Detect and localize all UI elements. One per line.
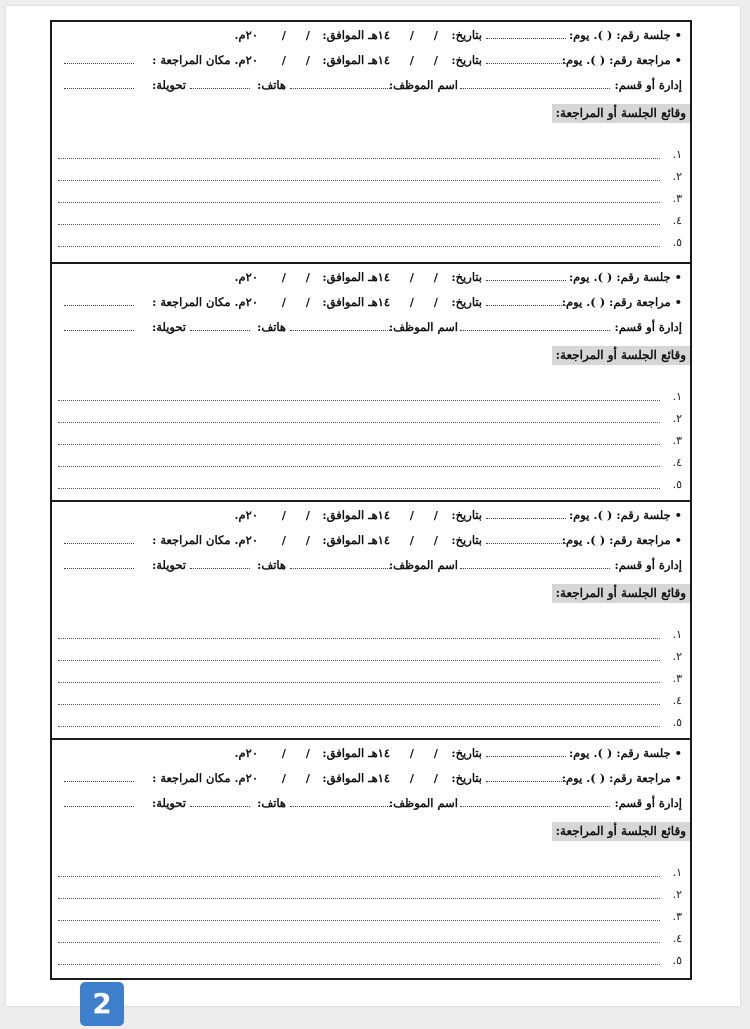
ext-blank[interactable]	[64, 558, 134, 569]
session-row: • جلسة رقم: ( ). يوم: بتاريخ: / / ١٤هـ الموافق: / / ٢٠م.	[234, 508, 682, 522]
phone-label: هاتف:	[257, 796, 286, 810]
hijri-label: ١٤هـ الموافق:	[322, 771, 390, 785]
date-label: بتاريخ:	[451, 533, 482, 547]
form-block	[52, 262, 690, 500]
place-blank[interactable]	[64, 771, 134, 782]
day-blank[interactable]	[486, 746, 566, 757]
form-block	[52, 738, 690, 978]
hijri-label: ١٤هـ الموافق:	[322, 28, 390, 42]
ext-label: تحويلة:	[152, 796, 186, 810]
proceedings-line[interactable]: ١.	[52, 390, 690, 406]
dept-blank[interactable]	[460, 320, 610, 331]
page-number-badge: 2	[80, 982, 124, 1026]
dept-label: إدارة أو قسم:	[614, 796, 682, 810]
dept-label: إدارة أو قسم:	[614, 320, 682, 334]
phone-label: هاتف:	[257, 320, 286, 334]
phone-blank[interactable]	[190, 558, 250, 569]
greg-year-label: ٢٠م.	[234, 746, 258, 760]
proceedings-line[interactable]: ١.	[52, 866, 690, 882]
proceedings-line[interactable]: ٣.	[52, 434, 690, 450]
greg-year-label: ٢٠م.	[234, 508, 258, 522]
hijri-label: ١٤هـ الموافق:	[322, 533, 390, 547]
day-blank[interactable]	[486, 28, 566, 39]
proceedings-line[interactable]: ٤.	[52, 214, 690, 230]
proceedings-line[interactable]: ٥.	[52, 478, 690, 494]
proceedings-line[interactable]: ١.	[52, 628, 690, 644]
session-label: • جلسة رقم: ( ). يوم:	[568, 270, 682, 284]
review-row: • مراجعة رقم: ( ). يوم: بتاريخ: / / ١٤هـ الموافق: / / ٢٠م. مكان المراجعة :	[52, 767, 690, 791]
day-blank[interactable]	[486, 533, 566, 544]
place-blank[interactable]	[64, 295, 134, 306]
hijri-label: ١٤هـ الموافق:	[322, 270, 390, 284]
hijri-label: ١٤هـ الموافق:	[322, 746, 390, 760]
review-place-label: ٢٠م. مكان المراجعة :	[152, 53, 258, 67]
proceedings-line[interactable]: ٢.	[52, 412, 690, 428]
proceedings-line[interactable]: ٣.	[52, 910, 690, 926]
date-label: بتاريخ:	[451, 508, 482, 522]
ext-label: تحويلة:	[152, 558, 186, 572]
review-label: • مراجعة رقم: ( ). يوم:	[561, 533, 682, 547]
date-label: بتاريخ:	[451, 270, 482, 284]
form-frame	[50, 20, 692, 980]
dept-row	[52, 74, 690, 98]
proceedings-line[interactable]: ٥.	[52, 716, 690, 732]
ext-blank[interactable]	[64, 796, 134, 807]
review-label: • مراجعة رقم: ( ). يوم:	[561, 53, 682, 67]
phone-blank[interactable]	[190, 796, 250, 807]
session-label: • جلسة رقم: ( ). يوم:	[568, 508, 682, 522]
dept-label: إدارة أو قسم:	[614, 78, 682, 92]
session-row: • جلسة رقم: ( ). يوم: بتاريخ: / / ١٤هـ الموافق: / / ٢٠م.	[234, 28, 682, 42]
proceedings-line[interactable]: ٤.	[52, 694, 690, 710]
day-blank[interactable]	[486, 53, 566, 64]
employee-blank[interactable]	[290, 78, 390, 89]
proceedings-heading: وقائع الجلسة أو المراجعة:	[552, 104, 690, 123]
form-block	[52, 500, 690, 738]
date-label: بتاريخ:	[451, 771, 482, 785]
proceedings-heading: وقائع الجلسة أو المراجعة:	[552, 822, 690, 841]
day-blank[interactable]	[486, 771, 566, 782]
date-label: بتاريخ:	[451, 295, 482, 309]
place-blank[interactable]	[64, 533, 134, 544]
employee-blank[interactable]	[290, 558, 390, 569]
proceedings-line[interactable]: ١.	[52, 148, 690, 164]
review-place-label: ٢٠م. مكان المراجعة :	[152, 533, 258, 547]
greg-year-label: ٢٠م.	[234, 28, 258, 42]
employee-label: اسم الموظف:	[388, 558, 458, 572]
place-blank[interactable]	[64, 53, 134, 64]
day-blank[interactable]	[486, 295, 566, 306]
dept-row	[52, 554, 690, 578]
proceedings-line[interactable]: ٢.	[52, 170, 690, 186]
review-row: • مراجعة رقم: ( ). يوم: بتاريخ: / / ١٤هـ الموافق: / / ٢٠م. مكان المراجعة :	[52, 49, 690, 73]
day-blank[interactable]	[486, 508, 566, 519]
session-row: • جلسة رقم: ( ). يوم: بتاريخ: / / ١٤هـ الموافق: / / ٢٠م.	[234, 746, 682, 760]
proceedings-line[interactable]: ٥.	[52, 954, 690, 970]
form-block	[52, 22, 690, 260]
proceedings-line[interactable]: ٥.	[52, 236, 690, 252]
employee-blank[interactable]	[290, 796, 390, 807]
employee-blank[interactable]	[290, 320, 390, 331]
hijri-label: ١٤هـ الموافق:	[322, 53, 390, 67]
review-label: • مراجعة رقم: ( ). يوم:	[561, 771, 682, 785]
session-label: • جلسة رقم: ( ). يوم:	[568, 28, 682, 42]
hijri-label: ١٤هـ الموافق:	[322, 295, 390, 309]
ext-label: تحويلة:	[152, 320, 186, 334]
date-label: بتاريخ:	[451, 28, 482, 42]
greg-year-label: ٢٠م.	[234, 270, 258, 284]
proceedings-line[interactable]: ٢.	[52, 650, 690, 666]
employee-label: اسم الموظف:	[388, 78, 458, 92]
review-place-label: ٢٠م. مكان المراجعة :	[152, 771, 258, 785]
date-label: بتاريخ:	[451, 53, 482, 67]
proceedings-line[interactable]: ٤.	[52, 456, 690, 472]
review-row: • مراجعة رقم: ( ). يوم: بتاريخ: / / ١٤هـ الموافق: / / ٢٠م. مكان المراجعة :	[52, 291, 690, 315]
proceedings-heading: وقائع الجلسة أو المراجعة:	[552, 584, 690, 603]
proceedings-heading: وقائع الجلسة أو المراجعة:	[552, 346, 690, 365]
session-row: • جلسة رقم: ( ). يوم: بتاريخ: / / ١٤هـ الموافق: / / ٢٠م.	[234, 270, 682, 284]
dept-blank[interactable]	[460, 796, 610, 807]
proceedings-line[interactable]: ٣.	[52, 192, 690, 208]
review-label: • مراجعة رقم: ( ). يوم:	[561, 295, 682, 309]
phone-blank[interactable]	[190, 320, 250, 331]
employee-label: اسم الموظف:	[388, 796, 458, 810]
day-blank[interactable]	[486, 270, 566, 281]
session-label: • جلسة رقم: ( ). يوم:	[568, 746, 682, 760]
phone-blank[interactable]	[190, 78, 250, 89]
dept-row	[52, 316, 690, 340]
phone-label: هاتف:	[257, 558, 286, 572]
dept-label: إدارة أو قسم:	[614, 558, 682, 572]
proceedings-line[interactable]: ٣.	[52, 672, 690, 688]
review-row: • مراجعة رقم: ( ). يوم: بتاريخ: / / ١٤هـ الموافق: / / ٢٠م. مكان المراجعة :	[52, 529, 690, 553]
dept-row	[52, 792, 690, 816]
proceedings-line[interactable]: ٤.	[52, 932, 690, 948]
dept-blank[interactable]	[460, 78, 610, 89]
ext-label: تحويلة:	[152, 78, 186, 92]
dept-blank[interactable]	[460, 558, 610, 569]
review-place-label: ٢٠م. مكان المراجعة :	[152, 295, 258, 309]
proceedings-line[interactable]: ٢.	[52, 888, 690, 904]
date-label: بتاريخ:	[451, 746, 482, 760]
employee-label: اسم الموظف:	[388, 320, 458, 334]
ext-blank[interactable]	[64, 78, 134, 89]
ext-blank[interactable]	[64, 320, 134, 331]
document-page	[6, 6, 740, 1006]
hijri-label: ١٤هـ الموافق:	[322, 508, 390, 522]
phone-label: هاتف:	[257, 78, 286, 92]
